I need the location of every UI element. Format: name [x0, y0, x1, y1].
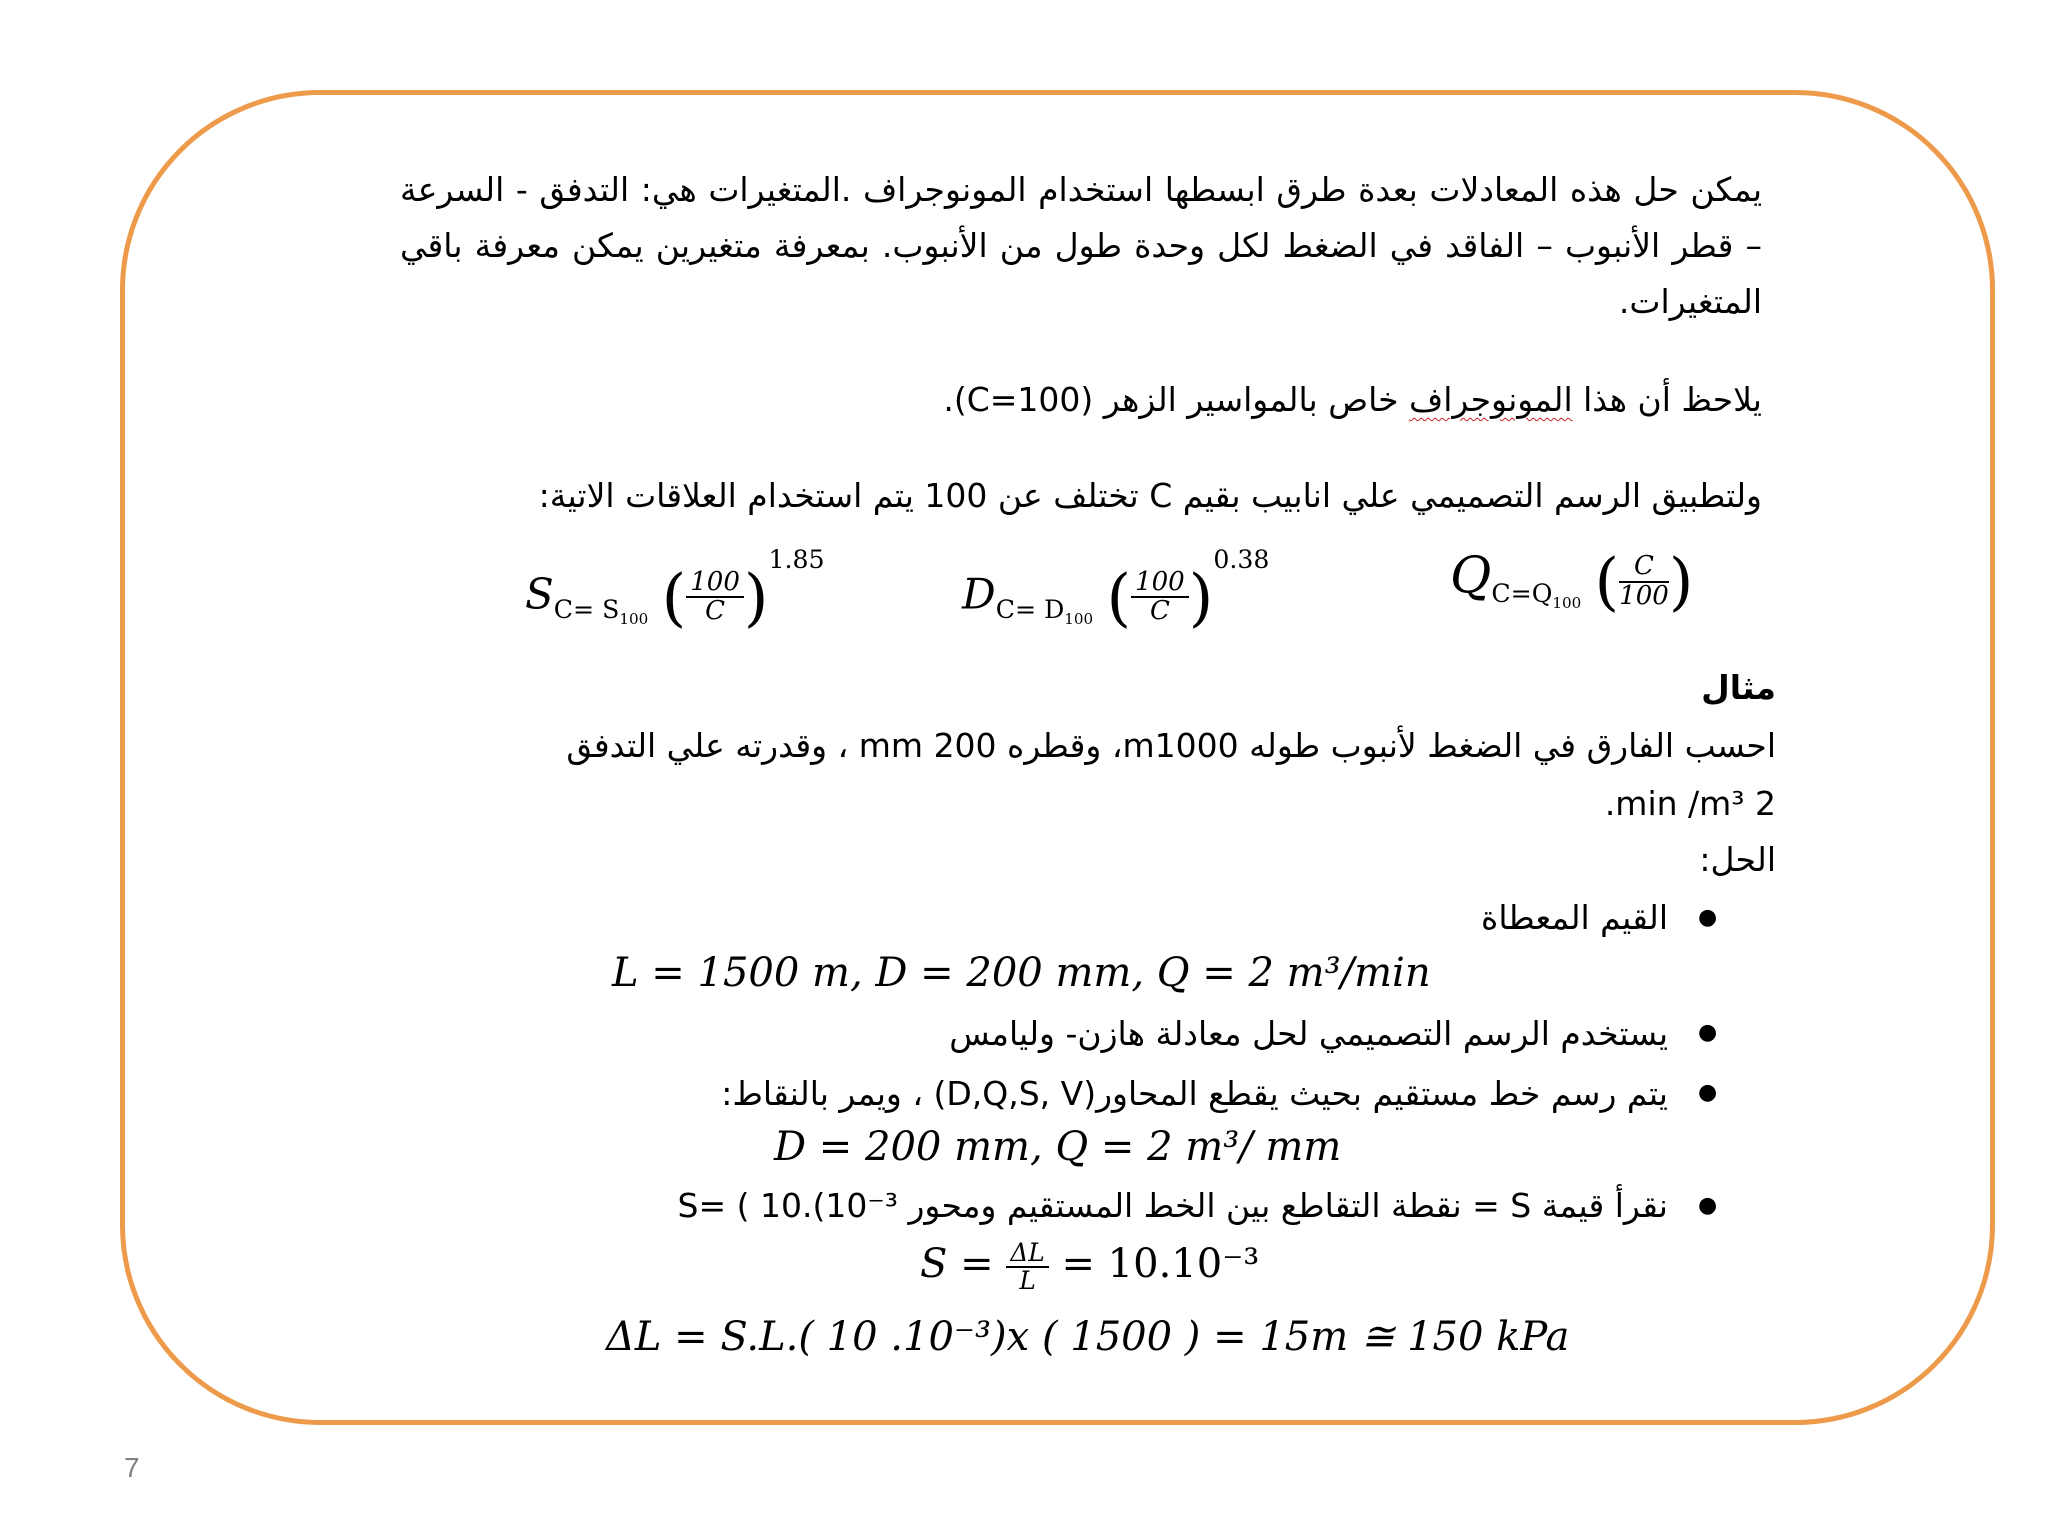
solution-heading: الحل:: [1699, 840, 1776, 879]
equation-delta-l: ΔL = S.L.( 10 .10⁻³)x ( 1500 ) = 15m ≅ 150 kPa: [606, 1314, 1570, 1360]
note-text-underlined: المونوجراف: [1409, 380, 1573, 419]
given-values: L = 1500 m, D = 200 mm, Q = 2 m³/min: [612, 950, 1431, 996]
note-text-a: يلاحظ أن هذا: [1572, 380, 1762, 419]
bullet-dot: ●: [1698, 1193, 1718, 1218]
bullet-given: القيم المعطاة: [1481, 898, 1668, 937]
equation-s: $S_{C= S_{100}}$ ( $\frac{100}{C}$ )$^{1.85}$: [525, 545, 825, 634]
example-line-1: احسب الفارق في الضغط لأنبوب طوله m1000، وقطره 200 mm ، وقدرته علي التدفق: [566, 726, 1776, 765]
equation-d: $D_{C= D_{100}}$ ( $\frac{100}{C}$ )$^{0.38}$: [962, 545, 1270, 634]
equation-q: $Q_{C=Q_{100}}$ ( $\frac{C}{100}$ ): [1450, 545, 1694, 618]
equation-s-value: S = $\frac{\Delta L}{L}$ = 10.10⁻³: [920, 1238, 1260, 1296]
bullet-dot: ●: [1698, 1020, 1718, 1045]
example-heading: مثال: [1701, 668, 1776, 707]
note-paragraph: [943, 372, 1762, 428]
note-text-b: خاص بالمواسير الزهر (C=100).: [943, 380, 1410, 419]
bullet-dot: ●: [1698, 905, 1718, 930]
example-line-2: .min /m³ 2: [1604, 784, 1776, 823]
page-number: 7: [124, 1452, 140, 1483]
bullet-read-s: نقرأ قيمة S = نقطة التقاطع بين الخط المستقيم ومحور S= ( 10.(10⁻³: [677, 1186, 1668, 1225]
intro-paragraph: يمكن حل هذه المعادلات بعدة طرق ابسطها استخدام المونوجراف .المتغيرات هي: التدفق - السرعة – قطر الأنبوب – الفاقد في الضغط لكل وحدة طول من الأنبوب. بمعرفة متغيرين يمكن معرفة باقي المتغيرات.: [400, 170, 1762, 321]
points-values: D = 200 mm, Q = 2 m³/ mm: [774, 1124, 1342, 1170]
bullet-chart-method: يستخدم الرسم التصميمي لحل معادلة هازن- وليامس: [949, 1014, 1668, 1053]
bullet-line-draw: يتم رسم خط مستقيم بحيث يقطع المحاور(D,Q,S, V) ، ويمر بالنقاط:: [721, 1074, 1668, 1113]
relations-paragraph: ولتطبيق الرسم التصميمي علي انابيب بقيم C تختلف عن 100 يتم استخدام العلاقات الاتية:: [538, 476, 1762, 515]
bullet-dot: ●: [1698, 1080, 1718, 1105]
